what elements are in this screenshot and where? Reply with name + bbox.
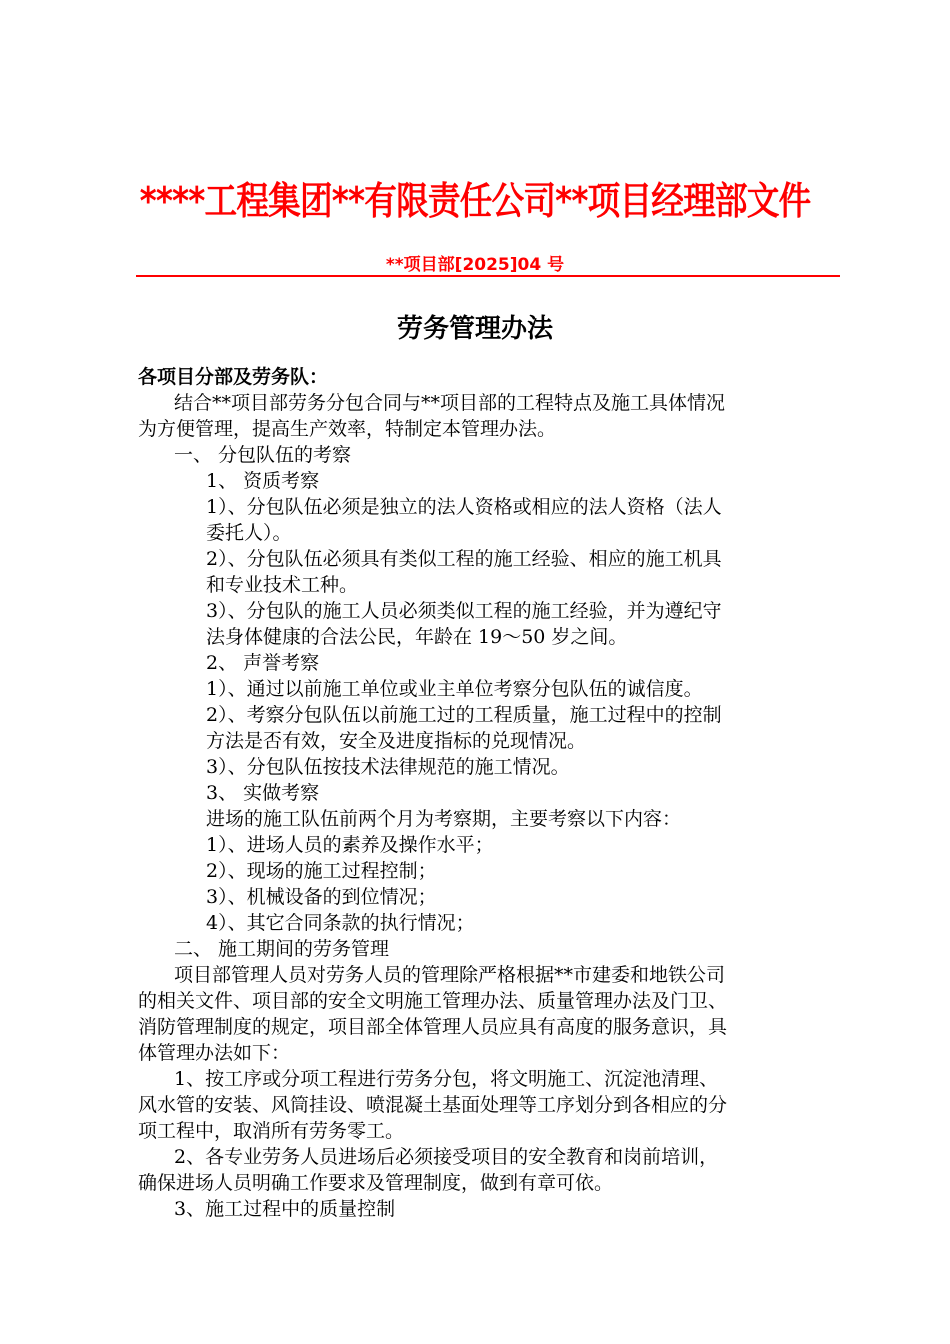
paragraph-line: 结合**项目部劳务分包合同与**项目部的工程特点及施工具体情况 [174, 392, 726, 414]
paragraph-line: 的相关文件、项目部的安全文明施工管理办法、质量管理办法及门卫、 [138, 990, 728, 1012]
paragraph-line: 3、施工过程中的质量控制 [174, 1198, 396, 1220]
list-item: 进场的施工队伍前两个月为考察期，主要考察以下内容： [206, 808, 682, 830]
paragraph-line: 体管理办法如下： [138, 1042, 291, 1064]
subsection-heading: 3、 实做考察 [206, 782, 320, 804]
list-item: 1）、进场人员的素养及操作水平； [206, 834, 494, 856]
document-number: **项目部[2025]04 号 [385, 255, 565, 275]
list-item: 3）、分包队伍按技术法律规范的施工情况。 [206, 756, 570, 778]
paragraph-line: 1、按工序或分项工程进行劳务分包，将文明施工、沉淀池清理、 [174, 1068, 719, 1090]
section-heading: 二、 施工期间的劳务管理 [174, 938, 390, 960]
document-title: 劳务管理办法 [396, 314, 553, 344]
list-item: 和专业技术工种。 [206, 574, 359, 596]
list-item: 2）、现场的施工过程控制； [206, 860, 437, 882]
paragraph-line: 2、各专业劳务人员进场后必须接受项目的安全教育和岗前培训， [174, 1146, 719, 1168]
list-item: 2）、分包队伍必须具有类似工程的施工经验、相应的施工机具 [206, 548, 722, 570]
document-body [138, 364, 838, 1222]
paragraph-line: 项目部管理人员对劳务人员的管理除严格根据**市建委和地铁公司 [174, 964, 726, 986]
salutation: 各项目分部及劳务队： [138, 366, 329, 388]
list-item: 1）、通过以前施工单位或业主单位考察分包队伍的诚信度。 [206, 678, 703, 700]
paragraph-line: 项工程中，取消所有劳务零工。 [138, 1120, 405, 1142]
subsection-heading: 1、 资质考察 [206, 470, 320, 492]
list-item: 方法是否有效，安全及进度指标的兑现情况。 [206, 730, 587, 752]
list-item: 1）、分包队伍必须是独立的法人资格或相应的法人资格（法人 [206, 496, 722, 518]
list-item: 法身体健康的合法公民，年龄在 19～50 岁之间。 [206, 626, 628, 648]
list-item: 2）、考察分包队伍以前施工过的工程质量，施工过程中的控制 [206, 704, 722, 726]
paragraph-line: 为方便管理，提高生产效率，特制定本管理办法。 [138, 418, 557, 440]
header-divider [136, 275, 840, 277]
paragraph-line: 消防管理制度的规定，项目部全体管理人员应具有高度的服务意识，具 [138, 1016, 728, 1038]
org-header-title: ****工程集团**有限责任公司**项目经理部文件 [139, 179, 811, 223]
paragraph-line: 风水管的安装、风筒挂设、喷混凝土基面处理等工序划分到各相应的分 [138, 1094, 728, 1116]
list-item: 3）、机械设备的到位情况； [206, 886, 437, 908]
section-heading: 一、 分包队伍的考察 [174, 444, 352, 466]
list-item: 3）、分包队的施工人员必须类似工程的施工经验，并为遵纪守 [206, 600, 722, 622]
list-item: 4）、其它合同条款的执行情况； [206, 912, 475, 934]
subsection-heading: 2、 声誉考察 [206, 652, 320, 674]
paragraph-line: 确保进场人员明确工作要求及管理制度，做到有章可依。 [138, 1172, 614, 1194]
list-item: 委托人）。 [206, 522, 292, 544]
